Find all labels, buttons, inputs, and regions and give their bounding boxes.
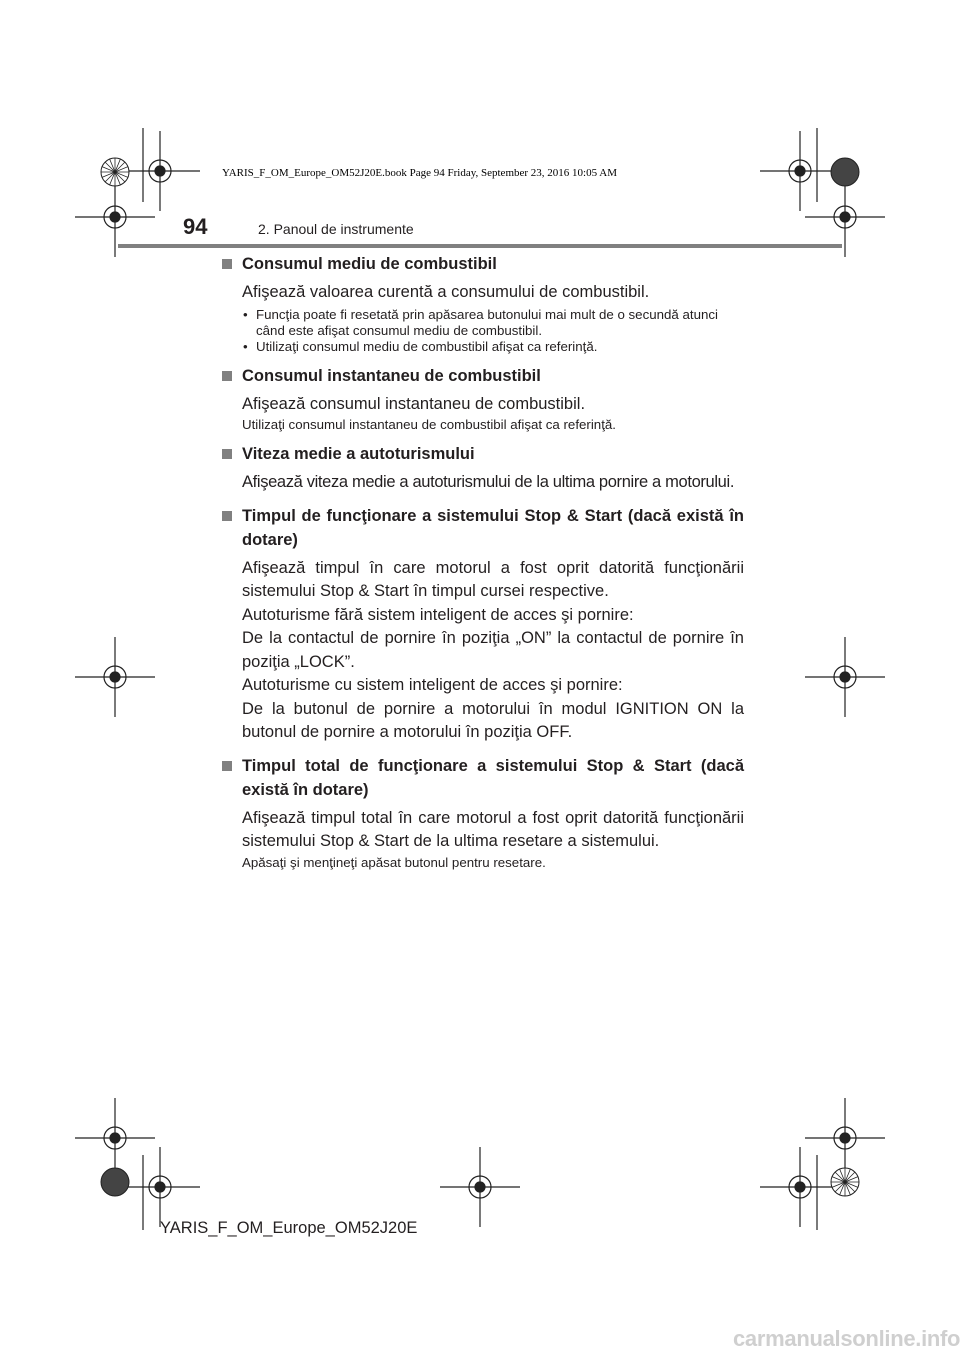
item-note: Apăsaţi şi menţineţi apăsat butonul pentru resetare. <box>242 854 546 870</box>
crop-lines <box>143 128 817 1230</box>
item-heading: Viteza medie a autoturismului <box>242 445 475 463</box>
registration-crosshair-icon <box>75 637 155 717</box>
section-title: 2. Panoul de instrumente <box>258 221 414 237</box>
item-line: De la contactul de pornire în poziţia „ON” la contactul de pornire în poziţia „LOCK”. <box>242 629 744 671</box>
item-body: Afişează viteza medie a autoturismului de la ultima pornire a motorului. <box>242 473 735 491</box>
registration-crosshair-icon <box>805 177 885 257</box>
footer-code: YARIS_F_OM_Europe_OM52J20E <box>160 1219 418 1237</box>
note-bullet: • Funcţia poate fi resetată prin apăsarea butonului mai mult de o secundă atunci când este afişat consumul mediu de combustibil. <box>242 307 744 339</box>
item-line: Autoturisme fără sistem inteligent de acces şi pornire: <box>242 605 634 624</box>
registration-crosshair-icon <box>440 1147 520 1227</box>
page-number: 94 <box>183 214 208 239</box>
item-heading: Timpul de funcţionare a sistemului Stop & Start (dacă există în dotare) <box>242 506 744 549</box>
item-body: Afişează timpul total în care motorul a fost oprit datorită funcţionării sistemului Stop & Start de la ultima resetare a sistemului. <box>242 808 744 850</box>
registration-crosshair-icon <box>805 637 885 717</box>
registration-crosshair-icon <box>120 1147 200 1227</box>
item-heading: Consumul instantaneu de combustibil <box>242 366 541 385</box>
item-body: Afişează timpul în care motorul a fost oprit datorită funcţionării sistemului Stop & Start în timpul cursei respective. <box>242 558 744 600</box>
sunburst-target-icon <box>100 157 130 187</box>
registration-crosshair-icon <box>75 177 155 257</box>
note-bullet: • Utilizaţi consumul mediu de combustibil afişat ca referinţă. <box>242 339 744 355</box>
item-body: Afişează valoarea curentă a consumului de combustibil. <box>242 283 650 301</box>
registration-crosshair-icon <box>760 1147 840 1227</box>
item-heading: Timpul total de funcţionare a sistemului Stop & Start (dacă există în dotare) <box>242 756 744 799</box>
watermark: carmanualsonline.info <box>733 1326 960 1351</box>
item-heading: Consumul mediu de combustibil <box>242 255 497 273</box>
filled-disc-mark-icon <box>100 1167 130 1197</box>
item-line: De la butonul de pornire a motorului în modul IGNITION ON la butonul de pornire a motorului în poziţia OFF. <box>242 699 744 741</box>
filled-disc-mark-icon <box>830 157 860 187</box>
item-line: Autoturisme cu sistem inteligent de acces şi pornire: <box>242 676 623 694</box>
item-note: Utilizaţi consumul instantaneu de combustibil afişat ca referinţă. <box>242 417 616 432</box>
item-body: Afişează consumul instantaneu de combustibil. <box>242 394 586 413</box>
sunburst-target-icon <box>830 1167 860 1197</box>
print-header: YARIS_F_OM_Europe_OM52J20E.book Page 94 Friday, September 23, 2016 10:05 AM <box>222 167 617 179</box>
